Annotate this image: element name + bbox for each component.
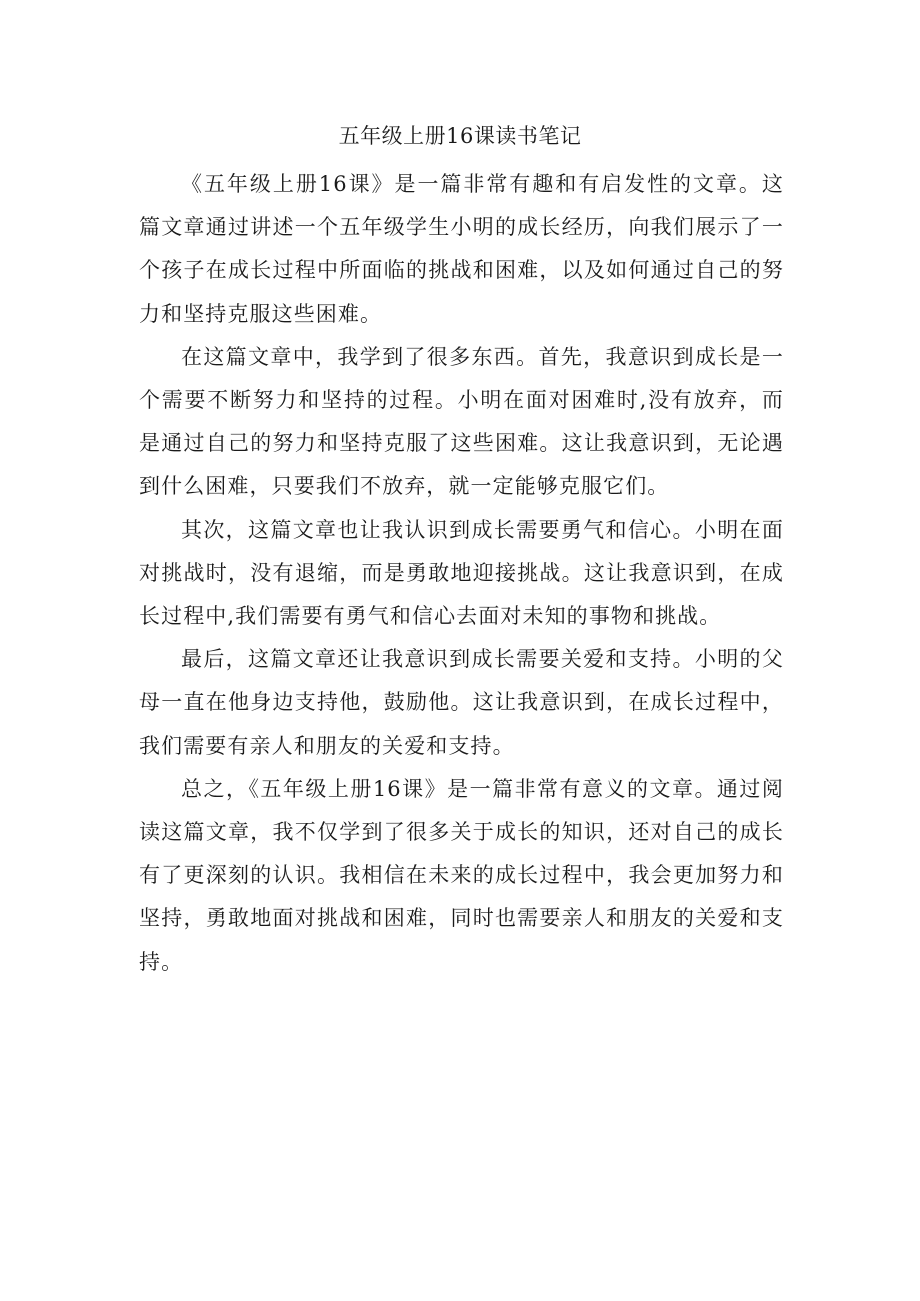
paragraph-conclusion: 总之，《五年级上册16课》是一篇非常有意义的文章。通过阅读这篇文章，我不仅学到了很多关于成长的知识，还对自己的成长有了更深刻的认识。我相信在未来的成长过程中，我会更加努力和坚持，勇敢地面对挑战和困难，同时也需要亲人和朋友的关爱和支持。 [139,776,784,974]
document-body [139,163,784,984]
document-title: 五年级上册16课读书笔记 [338,124,582,148]
paragraph-intro: 《五年级上册16课》是一篇非常有趣和有启发性的文章。这篇文章通过讲述一个五年级学生小明的成长经历，向我们展示了一个孩子在成长过程中所面临的挑战和困难，以及如何通过自己的努力和坚持克服这些困难。 [139,172,784,326]
paragraph-lesson-persistence: 在这篇文章中，我学到了很多东西。首先，我意识到成长是一个需要不断努力和坚持的过程。小明在面对困难时,没有放弃，而是通过自己的努力和坚持克服了这些困难。这让我意识到，无论遇到什么困难，只要我们不放弃，就一定能够克服它们。 [139,344,784,499]
paragraph-lesson-support: 最后，这篇文章还让我意识到成长需要关爱和支持。小明的父母一直在他身边支持他，鼓励他。这让我意识到，在成长过程中，我们需要有亲人和朋友的关爱和支持。 [139,647,784,758]
paragraph-lesson-courage: 其次，这篇文章也让我认识到成长需要勇气和信心。小明在面对挑战时，没有退缩，而是勇敢地迎接挑战。这让我意识到，在成长过程中,我们需要有勇气和信心去面对未知的事物和挑战。 [139,517,784,629]
